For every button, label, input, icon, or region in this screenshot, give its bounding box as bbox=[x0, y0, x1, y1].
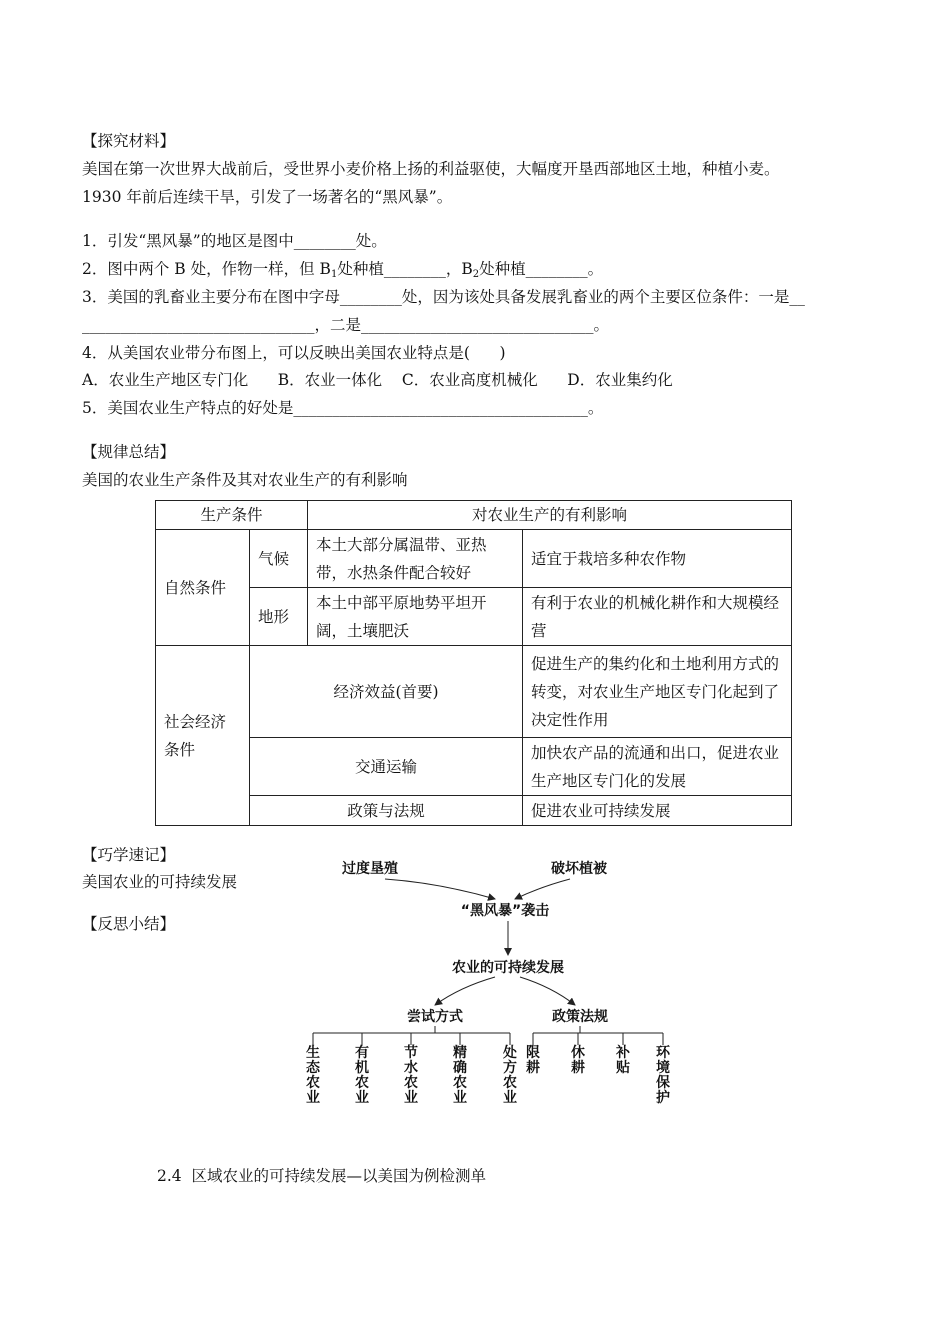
cause-overcultivation: 过度垦殖 bbox=[342, 861, 398, 877]
question-3-line-1: 3．美国的乳畜业主要分布在图中字母________处，因为该处具备发展乳畜业的两个主要区位条件：一是__ bbox=[82, 288, 805, 306]
terrain-desc: 本土中部平原地势平坦开阔，土壤肥沃 bbox=[308, 588, 523, 646]
leaf-subsidy: 补贴 bbox=[616, 1045, 630, 1076]
transport-effect: 加快农产品的流通和出口，促进农业生产地区专门化的发展 bbox=[523, 738, 792, 796]
question-3-line-2: ______________________________，二是______________________________。 bbox=[82, 316, 610, 334]
question-5: 5．美国农业生产特点的好处是______________________________________。 bbox=[82, 399, 604, 417]
climate-label: 气候 bbox=[250, 530, 308, 588]
policy-effect: 促进农业可持续发展 bbox=[523, 796, 792, 826]
header-effect: 对农业生产的有利影响 bbox=[308, 501, 792, 530]
explore-heading: 【探究材料】 bbox=[82, 132, 176, 150]
leaf-environment: 环境保护 bbox=[656, 1045, 670, 1106]
center-sustainable: 农业的可持续发展 bbox=[452, 960, 564, 976]
explore-paragraph-1: 美国在第一次世界大战前后，受世界小麦价格上扬的利益驱使，大幅度开垦西部地区土地，种植小麦。 bbox=[82, 160, 780, 178]
cause-vegetation-destruction: 破坏植被 bbox=[551, 861, 607, 877]
tree-lines bbox=[313, 1026, 663, 1045]
question-2-part-b: 处种植________，B bbox=[337, 260, 473, 278]
leaf-fallow: 休耕 bbox=[571, 1045, 585, 1076]
economic-label: 经济效益(首要) bbox=[250, 646, 523, 738]
branch-policy: 政策法规 bbox=[552, 1009, 608, 1025]
reflect-heading: 【反思小结】 bbox=[82, 915, 176, 933]
arrow-cause2 bbox=[515, 879, 570, 899]
natural-label: 自然条件 bbox=[156, 530, 250, 646]
leaf-organic: 有机农业 bbox=[355, 1045, 369, 1106]
conditions-table bbox=[155, 500, 792, 826]
arrow-branch1 bbox=[435, 977, 495, 1005]
question-2-part-a: 2．图中两个 B 处，作物一样，但 B bbox=[82, 260, 331, 278]
climate-desc: 本土大部分属温带、亚热带，水热条件配合较好 bbox=[308, 530, 523, 588]
policy-label: 政策与法规 bbox=[250, 796, 523, 826]
event-black-storm: “黑风暴”袭击 bbox=[460, 903, 550, 919]
subscript-1: 1 bbox=[330, 269, 338, 280]
arrow-cause1 bbox=[385, 879, 495, 899]
memory-heading: 【巧学速记】 bbox=[82, 846, 176, 864]
question-1: 1．引发“黑风暴”的地区是图中________处。 bbox=[82, 232, 387, 250]
arrow-branch2 bbox=[520, 977, 575, 1005]
explore-paragraph-2: 1930 年前后连续干旱，引发了一场著名的“黑风暴”。 bbox=[82, 188, 453, 206]
question-2-part-c: 处种植________。 bbox=[479, 260, 604, 278]
subscript-2: 2 bbox=[472, 269, 480, 280]
leaf-water-saving: 节水农业 bbox=[404, 1045, 418, 1106]
transport-label: 交通运输 bbox=[250, 738, 523, 796]
economic-effect: 促进生产的集约化和土地利用方式的转变，对农业生产地区专门化起到了决定性作用 bbox=[523, 646, 792, 738]
social-label: 社会经济条件 bbox=[156, 646, 250, 826]
summary-heading: 【规律总结】 bbox=[82, 443, 176, 461]
footer-title: 2.4 区域农业的可持续发展—以美国为例检测单 bbox=[157, 1167, 487, 1185]
leaf-precision: 精确农业 bbox=[453, 1045, 467, 1106]
branch-attempts: 尝试方式 bbox=[407, 1009, 463, 1025]
summary-caption: 美国的农业生产条件及其对农业生产的有利影响 bbox=[82, 471, 408, 489]
leaf-prescription: 处方农业 bbox=[503, 1045, 517, 1106]
climate-effect: 适宜于栽培多种农作物 bbox=[523, 530, 792, 588]
question-4-options: A．农业生产地区专门化 B．农业一体化 C．农业高度机械化 D．农业集约化 bbox=[82, 371, 673, 389]
memory-text: 美国农业的可持续发展 bbox=[82, 873, 238, 891]
terrain-label: 地形 bbox=[250, 588, 308, 646]
leaf-limit-tillage: 限耕 bbox=[526, 1045, 540, 1076]
terrain-effect: 有利于农业的机械化耕作和大规模经营 bbox=[523, 588, 792, 646]
leaf-ecological: 生态农业 bbox=[306, 1045, 320, 1106]
header-condition: 生产条件 bbox=[156, 501, 308, 530]
question-2 bbox=[82, 259, 603, 279]
question-4: 4．从美国农业带分布图上，可以反映出美国农业特点是( ) bbox=[82, 344, 506, 362]
